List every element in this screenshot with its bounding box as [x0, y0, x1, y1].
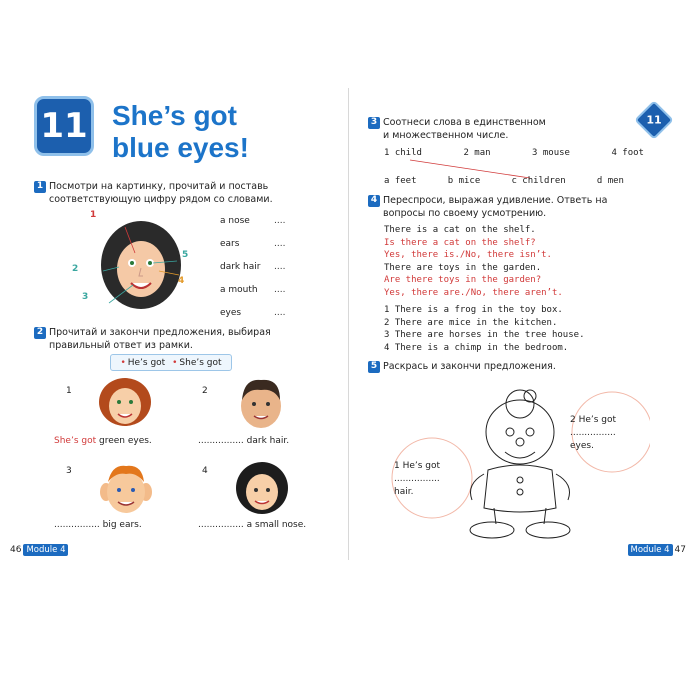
plural-word[interactable]: a feet	[384, 176, 417, 186]
face-label-2: 2	[72, 264, 79, 274]
answer-blank[interactable]: ....	[274, 262, 286, 272]
exercise-1-number: 1	[34, 181, 46, 193]
option-shes-got	[172, 358, 221, 368]
bubble-2-line-1: 2 He’s got	[570, 415, 617, 425]
lesson-number-badge-small	[634, 100, 674, 140]
sentence-rest: green eyes.	[96, 436, 152, 446]
bullet: •	[120, 357, 126, 368]
exercise-3-number: 3	[368, 117, 380, 129]
exercise-item[interactable]: 3 There are horses in the tree house.	[384, 330, 585, 340]
example-answer: Yes, there are./No, there aren’t.	[384, 287, 563, 298]
singular-words-row	[384, 148, 644, 158]
clown-illustration	[380, 374, 650, 544]
exercise-item[interactable]: 1 There is a frog in the toy box.	[384, 305, 563, 315]
item-number: 3	[66, 466, 72, 476]
exercise-5-number: 5	[368, 361, 380, 373]
singular-word[interactable]: 3 mouse	[532, 148, 570, 158]
module-tag: Module 4	[628, 544, 673, 556]
page-number: 46	[10, 545, 22, 555]
exercise-item[interactable]: 2 There are mice in the kitchen.	[384, 317, 558, 328]
ex3-instr-1: Соотнеси слова в единственном	[383, 117, 546, 128]
ex2-instr-2: правильный ответ из рамки.	[49, 340, 193, 351]
left-page-footer	[10, 544, 70, 556]
answer-blank[interactable]: ....	[274, 308, 286, 318]
option-hes-got	[120, 358, 165, 368]
word: ears	[220, 239, 240, 249]
face-label-4: 4	[178, 276, 185, 286]
face-label-1: 1	[90, 210, 97, 220]
exercise-5-instruction	[368, 360, 556, 373]
exercise-4-items	[384, 304, 584, 354]
boy-dark-hair-illustration	[234, 374, 288, 432]
boy-big-ears-illustration	[98, 458, 154, 518]
exercise-2-sentence-1	[54, 436, 152, 446]
lesson-number: 11	[40, 106, 88, 146]
example-answer: Yes, there is./No, there isn’t.	[384, 250, 552, 260]
bubble-2-line-3: eyes.	[570, 441, 594, 451]
bubble-1-line-1: 1 He’s got	[394, 461, 441, 471]
example-question: Is there a cat on the shelf?	[384, 237, 536, 248]
page-number: 47	[674, 545, 686, 555]
plural-word[interactable]: d men	[596, 176, 624, 186]
lesson-number: 11	[646, 113, 662, 127]
bubble-1-text[interactable]	[394, 460, 440, 499]
bubble-2-blank: ................	[570, 428, 616, 438]
title-line-1: She’s got	[112, 100, 237, 131]
exercise-item[interactable]: 4 There is a chimp in the bedroom.	[384, 342, 569, 353]
option-label: He’s got	[127, 357, 166, 368]
word-row	[220, 262, 285, 285]
word-row	[220, 239, 285, 262]
ex5-instr: Раскрась и закончи предложения.	[383, 361, 556, 372]
bubble-1-line-3: hair.	[394, 487, 414, 497]
example-answer: She’s got	[54, 436, 97, 446]
title-line-2: blue eyes!	[112, 132, 249, 163]
plural-word[interactable]: c children	[511, 176, 566, 186]
bubble-2-text[interactable]	[570, 414, 616, 453]
example-statement: There are toys in the garden.	[384, 262, 542, 273]
word-row	[220, 216, 285, 239]
right-page	[360, 88, 686, 560]
girl-face-illustration	[83, 213, 193, 313]
lesson-title	[112, 100, 249, 164]
example-question: Are there toys in the garden?	[384, 275, 542, 285]
answer-blank[interactable]: ....	[274, 216, 286, 226]
bullet: •	[172, 357, 178, 368]
sentence-rest: ................ dark hair.	[198, 436, 290, 446]
ex4-instr-2: вопросы по своему усмотрению.	[383, 208, 547, 219]
exercise-2-instruction	[34, 326, 271, 352]
word: eyes	[220, 308, 242, 318]
singular-word[interactable]: 2 man	[463, 148, 491, 158]
example-statement: There is a cat on the shelf.	[384, 225, 536, 235]
left-page	[10, 88, 338, 560]
sentence-rest: ................ a small nose.	[198, 520, 307, 530]
word: dark hair	[220, 262, 261, 272]
exercise-1-instruction	[34, 180, 273, 206]
exercise-4-instruction	[368, 194, 607, 220]
word: a nose	[220, 216, 250, 226]
singular-word[interactable]: 4 foot	[611, 148, 644, 158]
exercise-2-sentence-2[interactable]	[198, 436, 289, 446]
exercise-2-number: 2	[34, 327, 46, 339]
word-row	[220, 285, 285, 308]
sentence-rest: ................ big ears.	[54, 520, 142, 530]
book-spine	[348, 88, 349, 560]
bubble-1-blank: ................	[394, 474, 440, 484]
exercise-3-instruction	[368, 116, 546, 142]
exercise-4-example	[384, 224, 563, 299]
ex1-instr-1: Посмотри на картинку, прочитай и поставь	[49, 181, 269, 192]
item-number: 4	[202, 466, 208, 476]
exercise-1-word-list	[220, 216, 285, 331]
exercise-2-sentence-3[interactable]	[54, 520, 142, 530]
face-label-3: 3	[82, 292, 89, 302]
ex1-instr-2: соответствующую цифру рядом со словами.	[49, 194, 273, 205]
ex4-instr-1: Переспроси, выражая удивление. Ответь на	[383, 195, 608, 206]
plural-words-row	[384, 176, 624, 186]
right-page-footer	[626, 544, 686, 556]
girl-red-hair-illustration	[94, 376, 156, 432]
word: a mouth	[220, 285, 258, 295]
item-number: 1	[66, 386, 72, 396]
module-tag: Module 4	[23, 544, 68, 556]
lesson-number-badge	[34, 96, 94, 156]
answer-blank[interactable]: ....	[274, 285, 286, 295]
girl-black-hair-illustration	[232, 458, 292, 518]
ex2-instr-1: Прочитай и закончи предложения, выбирая	[49, 327, 271, 338]
exercise-4-number: 4	[368, 195, 380, 207]
exercise-2-sentence-4[interactable]	[198, 520, 306, 530]
answer-blank[interactable]: ....	[274, 239, 286, 249]
item-number: 2	[202, 386, 208, 396]
option-label: She’s got	[179, 357, 222, 368]
answer-options-box	[110, 354, 232, 371]
ex3-instr-2: и множественном числе.	[383, 130, 509, 141]
singular-word[interactable]: 1 child	[384, 148, 422, 158]
face-label-5: 5	[182, 250, 189, 260]
plural-word[interactable]: b mice	[447, 176, 481, 186]
